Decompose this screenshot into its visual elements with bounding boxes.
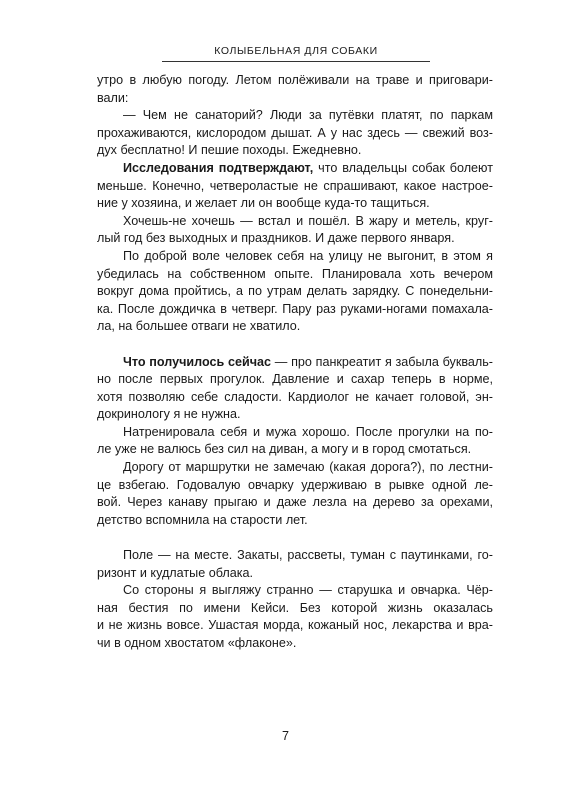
text-line: ка. После дождичка в четверг. Пару раз руками-ногами помахала- (97, 301, 493, 316)
text-line: убедилась на собственном опыте. Планировала хоть вечером (97, 266, 493, 281)
text-span: что владельцы собак болеют (313, 160, 493, 175)
page-body-text (97, 72, 493, 653)
text-line: ние у хозяина, и желает ли он вообще куда-то тащиться. (97, 196, 430, 211)
text-line (97, 354, 493, 372)
text-line: меньше. Конечно, четвероластые не спрашивают, какое настрое- (97, 178, 493, 193)
text-line: но после первых прогулок. Давление и сахар теперь в норме, (97, 372, 493, 387)
text-line: Натренировала себя и мужа хорошо. После прогулки на по- (123, 424, 493, 439)
text-line: дух бесплатно! И пешие походы. Ежедневно. (97, 143, 362, 158)
paragraph-gap (97, 529, 493, 547)
text-line: вой. Через канаву прыгаю и даже лезла на дерево за орехами, (97, 495, 493, 510)
text-span: — про панкреатит я забыла букваль- (271, 354, 493, 369)
text-line: прохаживаются, кислородом дышат. А у нас здесь — свежий воз- (97, 125, 493, 140)
running-header: КОЛЫБЕЛЬНАЯ ДЛЯ СОБАКИ (162, 45, 430, 62)
text-line: Со стороны я выгляжу странно — старушка и овчарка. Чёр- (123, 583, 493, 598)
text-line: вали: (97, 90, 129, 105)
page-number: 7 (281, 729, 289, 743)
text-line: — Чем не санаторий? Люди за путёвки платят, по паркам (123, 108, 493, 123)
text-line: ная бестия по имени Кейси. Без которой жизнь оказалась (97, 600, 493, 615)
text-line: и не жизнь вовсе. Ушастая морда, кожаный нос, лекарства и вра- (97, 618, 493, 633)
text-line: чи в одном хвостатом «флаконе». (97, 636, 297, 650)
text-line: докринологу я не нужна. (97, 407, 241, 422)
text-line: По доброй воле человек себя на улицу не выгонит, в этом я (123, 248, 493, 263)
text-line: хотя позволяю себе сладости. Кардиолог не качает головой, эн- (97, 389, 493, 404)
paragraph-gap (97, 336, 493, 354)
text-line: Поле — на месте. Закаты, рассветы, туман с паутинками, го- (123, 548, 493, 563)
text-line: ле уже не валюсь без сил на диван, а могу и в город смотаться. (97, 442, 472, 457)
text-line: утро в любую погоду. Летом полёживали на траве и приговари- (97, 73, 493, 87)
text-line: Дорогу от маршрутки не замечаю (какая дорога?), по лестни- (123, 460, 493, 475)
text-line: Хочешь-не хочешь — встал и пошёл. В жару и метель, круг- (123, 213, 493, 228)
text-line: це взбегаю. Годовалую овчарку удерживаю в рывке одной ле- (97, 477, 493, 492)
text-line: вокруг дома пройтись, а по утрам делать зарядку. С понедельни- (97, 284, 493, 299)
text-line: ла, на большее отваги не хватило. (97, 319, 301, 334)
text-line (97, 160, 493, 178)
text-line: ризонт и кудлатые облака. (97, 565, 254, 580)
emphasis-phrase: Что получилось сейчас (123, 354, 272, 369)
text-line: лый год без выходных и праздников. И даже первого января. (97, 231, 455, 246)
text-line: детство вспомнила на старости лет. (97, 512, 308, 527)
emphasis-phrase: Исследования подтверждают, (123, 160, 314, 175)
